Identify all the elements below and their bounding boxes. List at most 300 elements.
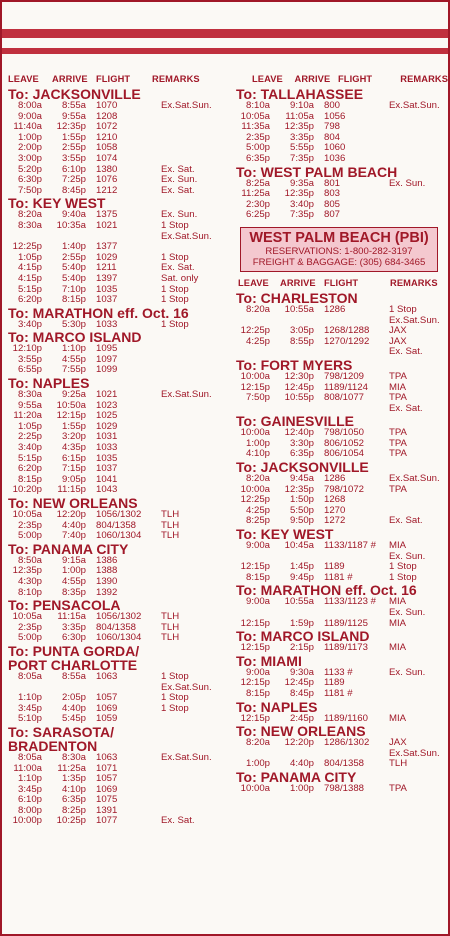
remarks: Ex.Sat.Sun. xyxy=(389,314,440,326)
leave-time: 10:05a xyxy=(240,110,270,122)
schedule-row xyxy=(8,112,238,123)
destination-heading-cont: PORT CHARLOTTE xyxy=(8,656,138,673)
schedule-row xyxy=(8,683,238,694)
leave-time: 7:50p xyxy=(17,184,42,196)
leave-time: 2:35p xyxy=(17,621,42,633)
arrive-time: 3:05p xyxy=(289,325,314,337)
flight-header: FLIGHT xyxy=(324,277,359,288)
remarks: Ex.Sat.Sun. xyxy=(161,389,212,401)
left-column xyxy=(8,74,238,827)
arrive-time: 9:25a xyxy=(61,389,86,401)
flight-number: 1268/1288 xyxy=(324,325,370,337)
destination-heading: To: KEY WEST xyxy=(236,526,334,543)
arrive-time: 5:50p xyxy=(289,504,314,516)
leave-time: 4:30p xyxy=(17,575,42,587)
arrive-time: 10:55a xyxy=(284,596,314,608)
arrive-header: ARRIVE xyxy=(52,74,88,84)
remarks: 1 Stop xyxy=(161,283,189,295)
arrive-time: 6:35p xyxy=(289,448,314,460)
destination-heading: To: NEW ORLEANS xyxy=(236,723,366,740)
arrive-time: 9:40a xyxy=(61,209,86,221)
leave-time: 2:35p xyxy=(245,131,270,143)
arrive-time: 3:35p xyxy=(61,621,86,633)
remarks: 1 Stop xyxy=(161,702,189,714)
destination-heading: To: MARATHON eff. Oct. 16 xyxy=(8,304,189,321)
remarks: Ex.Sat.Sun. xyxy=(389,100,440,111)
destination-section-to-charleston xyxy=(236,291,448,358)
remarks: 1 Stop xyxy=(389,571,417,583)
leave-time: 8:20a xyxy=(245,737,270,749)
flight-number: 1097 xyxy=(96,353,118,365)
remarks: TLH xyxy=(161,621,180,633)
leave-time: 8:20a xyxy=(245,473,270,485)
arrive-time: 10:25p xyxy=(56,815,86,827)
leave-time: 4:15p xyxy=(17,262,42,274)
leave-time: 9:00a xyxy=(245,666,270,678)
flight-number: 1095 xyxy=(96,343,118,355)
schedule-row xyxy=(8,175,238,186)
arrive-time: 10:55a xyxy=(284,303,314,315)
destination-heading: To: SARASOTA/ xyxy=(8,723,115,740)
arrive-time: 12:35p xyxy=(284,188,314,200)
leave-time: 2:30p xyxy=(245,198,270,210)
arrive-time: 7:25p xyxy=(61,174,86,186)
leave-time: 8:00p xyxy=(17,804,42,816)
remarks: TPA xyxy=(389,437,407,449)
schedule-row xyxy=(8,242,238,253)
destination-section-to-miami xyxy=(236,654,448,700)
schedule-row xyxy=(8,816,238,827)
flight-number: 1270/1292 xyxy=(324,335,370,347)
leave-time: 11:40a xyxy=(13,121,42,133)
remarks: Ex. Sun. xyxy=(389,607,426,618)
schedule-row xyxy=(8,806,238,817)
flight-number: 1029 xyxy=(96,251,118,263)
remarks: Ex. Sun. xyxy=(161,174,198,186)
flight-number: 1060/1304 xyxy=(96,530,142,542)
right-column xyxy=(236,74,448,795)
flight-number: 1390 xyxy=(96,575,118,587)
remarks: Ex.Sat.Sun. xyxy=(161,751,212,763)
flight-number: 798/1388 xyxy=(324,782,365,794)
leave-time xyxy=(236,608,270,619)
flight-number: 798/1209 xyxy=(324,370,365,382)
remarks-header: REMARKS xyxy=(152,74,200,84)
arrive-time: 10:50a xyxy=(56,399,86,411)
schedule-row xyxy=(8,411,238,422)
flight-number: 1021 xyxy=(96,389,118,401)
leave-time: 9:00a xyxy=(17,110,42,122)
arrive-time: 8:45p xyxy=(289,687,314,699)
arrive-time: 8:30a xyxy=(61,751,86,763)
leave-time: 8:30a xyxy=(17,389,42,401)
destination-section-to-fort-myers xyxy=(236,358,448,414)
destination-section-to-jacksonville xyxy=(8,87,238,196)
leave-time: 12:15p xyxy=(240,617,270,629)
arrive-time: 9:10a xyxy=(289,100,314,111)
schedule-row xyxy=(8,577,238,588)
arrive-time: 6:15p xyxy=(61,452,86,464)
arrive-time: 7:40p xyxy=(61,530,86,542)
arrive-time: 8:35p xyxy=(61,586,86,598)
leave-time: 2:35p xyxy=(17,519,42,531)
arrive-time: 4:10p xyxy=(61,783,86,795)
leave-time: 6:35p xyxy=(245,152,270,164)
leave-header: LEAVE xyxy=(238,277,269,288)
flight-number: 1060 xyxy=(324,142,346,154)
flight-number: 800 xyxy=(324,100,341,111)
flight-number: 1211 xyxy=(96,262,117,274)
arrive-time: 3:30p xyxy=(289,437,314,449)
destination-heading: To: PANAMA CITY xyxy=(8,540,129,557)
remarks: Ex.Sat.Sun. xyxy=(161,230,212,242)
destination-section-to-new-orleans xyxy=(8,496,238,542)
leave-time: 5:20p xyxy=(17,163,42,175)
arrive-time: 1:50p xyxy=(289,494,314,506)
schedule-row xyxy=(8,774,238,785)
arrive-time: 2:55p xyxy=(61,142,86,154)
destination-section-to-key-west xyxy=(236,527,448,583)
arrive-time: 9:30a xyxy=(289,666,314,678)
remarks: 1 Stop xyxy=(161,219,189,231)
leave-time: 10:00a xyxy=(240,370,270,382)
destination-heading: To: MIAMI xyxy=(236,652,302,669)
remarks: 1 Stop xyxy=(389,303,417,315)
leave-time: 12:10p xyxy=(12,343,42,355)
leave-time: 10:00p xyxy=(12,815,42,827)
leave-header: LEAVE xyxy=(252,74,283,84)
schedule-row xyxy=(8,672,238,683)
leave-time: 10:05a xyxy=(12,509,42,520)
destination-section-to-jacksonville xyxy=(236,460,448,527)
arrive-time: 10:45a xyxy=(284,540,314,552)
arrive-time: 11:15a xyxy=(57,611,86,623)
destination-section-to-marathon-eff-oct-16 xyxy=(236,583,448,629)
destination-section-to-pensacola xyxy=(8,598,238,644)
flight-number: 1033 xyxy=(96,442,118,454)
arrive-time: 9:50p xyxy=(289,515,314,527)
flight-number: 1210 xyxy=(96,131,118,143)
destination-heading: To: NAPLES xyxy=(236,698,318,715)
leave-time: 10:00a xyxy=(240,427,270,439)
flight-number: 1071 xyxy=(96,762,118,774)
flight-number: 1386 xyxy=(96,554,118,566)
remarks: TPA xyxy=(389,483,407,495)
leave-time: 10:20p xyxy=(12,484,42,496)
arrive-time: 7:10p xyxy=(61,283,86,295)
destination-section-to-panama-city xyxy=(8,542,238,598)
leave-time: 12:15p xyxy=(240,381,270,393)
schedule-row xyxy=(8,704,238,715)
flight-number: 1133/1187 # xyxy=(324,540,376,552)
remarks: Ex. Sat. xyxy=(161,262,195,274)
flight-number: 798/1050 xyxy=(324,427,365,439)
arrive-time: 4:55p xyxy=(61,575,86,587)
leave-time: 12:35p xyxy=(12,565,42,577)
destination-heading: To: PENSACOLA xyxy=(8,597,121,614)
arrive-time: 6:35p xyxy=(61,794,86,806)
schedule-row xyxy=(8,510,238,521)
remarks: TPA xyxy=(389,392,407,404)
schedule-row xyxy=(236,101,448,112)
arrive-time: 10:55p xyxy=(284,392,314,404)
leave-time: 8:25a xyxy=(245,177,270,189)
arrive-time: 1:35p xyxy=(61,773,86,785)
leave-time: 6:55p xyxy=(17,364,42,376)
remarks: 1 Stop xyxy=(389,561,417,573)
destination-heading: To: PANAMA CITY xyxy=(236,768,357,785)
flight-number: 1181 # xyxy=(324,687,353,699)
flight-number: 804/1358 xyxy=(324,758,365,770)
arrive-time: 12:35p xyxy=(284,483,314,495)
leave-time: 10:05a xyxy=(12,611,42,623)
leave-time: 1:10p xyxy=(17,773,42,785)
flight-number: 806/1052 xyxy=(324,437,365,449)
schedule-row xyxy=(236,784,448,795)
schedule-row xyxy=(8,253,238,264)
destination-heading: To: FORT MYERS xyxy=(236,356,353,373)
arrive-time: 6:10p xyxy=(61,163,86,175)
destination-heading: To: CHARLESTON xyxy=(236,289,358,306)
destination-heading: To: TALLAHASSEE xyxy=(236,86,364,102)
flight-number: 1189/1173 xyxy=(324,642,368,654)
arrive-time xyxy=(270,608,314,619)
flight-number: 1189/1124 xyxy=(324,381,368,393)
leave-time: 6:20p xyxy=(17,463,42,475)
leave-time: 3:45p xyxy=(17,702,42,714)
arrive-time: 6:30p xyxy=(61,632,86,644)
leave-time: 12:15p xyxy=(240,677,270,689)
flight-number: 804/1358 xyxy=(96,621,137,633)
leave-time: 3:00p xyxy=(17,152,42,164)
flight-number: 1388 xyxy=(96,565,118,577)
remarks: Ex. Sat. xyxy=(161,184,195,196)
arrive-time: 1:55p xyxy=(61,420,86,432)
flight-number: 1286 xyxy=(324,303,346,315)
reservations-line: RESERVATIONS: 1-800-282-3197 xyxy=(265,245,413,257)
leave-time: 6:20p xyxy=(17,294,42,306)
leave-time: 8:15p xyxy=(17,473,42,485)
arrive-time: 5:40p xyxy=(61,272,86,284)
flight-number: 1181 # xyxy=(324,571,353,583)
flight-number: 1133 # xyxy=(324,666,353,678)
leave-time: 8:15p xyxy=(245,687,270,699)
arrive-time: 1:00p xyxy=(289,782,314,794)
remarks: 1 Stop xyxy=(161,294,189,306)
remarks: TLH xyxy=(389,758,408,770)
flight-number: 1391 xyxy=(96,804,118,816)
leave-time: 8:20a xyxy=(245,303,270,315)
destination-heading: To: PUNTA GORDA/ xyxy=(8,642,140,659)
remarks: 1 Stop xyxy=(161,251,189,263)
destination-section-to-marco-island xyxy=(236,629,448,654)
flight-number: 1397 xyxy=(96,272,118,284)
destination-section-to-punta-gorda xyxy=(8,644,238,725)
schedule-row xyxy=(8,263,238,274)
remarks: MIA xyxy=(389,540,407,552)
leave-time: 7:50p xyxy=(245,392,270,404)
flight-number: 1212 xyxy=(96,184,118,196)
leave-time: 1:05p xyxy=(17,251,42,263)
flight-number: 1377 xyxy=(96,241,118,253)
leave-time: 5:00p xyxy=(17,530,42,542)
flight-number: 1037 xyxy=(96,463,118,475)
leave-time: 9:00a xyxy=(245,540,270,552)
schedule-row xyxy=(8,210,238,221)
remarks: Ex. Sat. xyxy=(161,163,195,175)
leave-time: 11:25a xyxy=(241,188,270,200)
leave-time: 3:40p xyxy=(17,318,42,330)
flight-number: 1031 xyxy=(96,431,118,443)
arrive-time: 3:55p xyxy=(61,152,86,164)
leave-time: 12:15p xyxy=(240,642,270,654)
flight-header: FLIGHT xyxy=(338,74,373,84)
arrive-header: ARRIVE xyxy=(294,74,331,84)
destination-section-to-marco-island xyxy=(8,330,238,376)
remarks: MIA xyxy=(389,596,407,608)
remarks: TLH xyxy=(161,509,180,520)
flight-number: 804/1358 xyxy=(96,519,137,531)
arrive-time: 11:15p xyxy=(57,484,86,496)
leave-time: 1:10p xyxy=(17,692,42,704)
leave-time: 9:55a xyxy=(17,399,42,411)
flight-number: 803 xyxy=(324,188,341,200)
flight-number: 1380 xyxy=(96,163,118,175)
remarks: TPA xyxy=(389,782,407,794)
arrive-time: 4:40p xyxy=(289,758,314,770)
remarks: TLH xyxy=(161,611,180,623)
destination-section-to-gainesville xyxy=(236,414,448,460)
remarks: TPA xyxy=(389,427,407,439)
remarks: 1 Stop xyxy=(161,692,189,704)
leave-time: 11:00a xyxy=(13,762,42,774)
destination-heading: To: MARATHON eff. Oct. 16 xyxy=(236,582,417,599)
flight-number: 1272 xyxy=(324,515,346,527)
leave-time: 8:05a xyxy=(17,751,42,763)
leave-time: 9:00a xyxy=(245,596,270,608)
leave-time: 1:00p xyxy=(245,758,270,770)
schedule-row xyxy=(8,390,238,401)
schedule-row xyxy=(8,753,238,764)
leave-time: 8:50a xyxy=(17,554,42,566)
schedule-row xyxy=(8,422,238,433)
arrive-time: 1:40p xyxy=(61,241,86,253)
flight-number: 1069 xyxy=(96,702,118,714)
schedule-row xyxy=(8,475,238,486)
flight-number: 806/1054 xyxy=(324,448,365,460)
arrive-time: 2:15p xyxy=(289,642,314,654)
column-header-wpb xyxy=(236,278,448,288)
arrive-time: 12:35p xyxy=(56,121,86,133)
arrive-time: 12:20p xyxy=(284,737,314,749)
destination-heading: To: MARCO ISLAND xyxy=(8,329,142,346)
flight-number: 1077 xyxy=(96,815,118,827)
arrive-time: 8:15p xyxy=(61,294,86,306)
remarks: JAX xyxy=(389,737,407,749)
schedule-row xyxy=(236,689,448,700)
schedule-row xyxy=(8,454,238,465)
arrive-time: 9:15a xyxy=(61,554,86,566)
leave-time: 4:10p xyxy=(245,448,270,460)
remarks: Ex. Sat. xyxy=(389,515,423,527)
leave-time: 11:35a xyxy=(241,121,270,133)
column-header-left xyxy=(8,74,238,84)
leave-time: 8:30a xyxy=(17,219,42,231)
arrive-time: 5:45p xyxy=(61,713,86,725)
arrive-time: 9:45p xyxy=(289,571,314,583)
remarks: JAX xyxy=(389,335,407,347)
schedule-row xyxy=(8,764,238,775)
flight-number: 1268 xyxy=(324,494,346,506)
leave-time: 2:25p xyxy=(17,431,42,443)
flight-number: 805 xyxy=(324,198,341,210)
schedule-row xyxy=(8,401,238,412)
schedule-row xyxy=(8,165,238,176)
schedule-row xyxy=(8,143,238,154)
leave-time: 12:15p xyxy=(240,561,270,573)
destination-section-to-new-orleans xyxy=(236,724,448,770)
flight-number: 1043 xyxy=(96,484,118,496)
remarks: Ex. Sat. xyxy=(389,346,423,358)
flight-number: 1208 xyxy=(96,110,118,122)
arrive-time: 5:30p xyxy=(61,318,86,330)
arrive-time: 4:40p xyxy=(61,519,86,531)
destination-section-to-key-west xyxy=(8,196,238,305)
arrive-time: 7:55p xyxy=(61,364,86,376)
flight-number: 1036 xyxy=(324,152,346,164)
flight-number: 807 xyxy=(324,209,341,221)
leave-time: 1:00p xyxy=(17,131,42,143)
destination-heading: To: JACKSONVILLE xyxy=(236,459,369,476)
destination-section-to-west-palm-beach xyxy=(236,165,448,221)
flight-number: 1057 xyxy=(96,692,118,704)
leave-time: 12:15p xyxy=(240,712,270,724)
arrive-time: 9:55a xyxy=(61,110,86,122)
remarks: Ex.Sat.Sun. xyxy=(389,747,440,759)
arrive-time: 8:55a xyxy=(61,100,86,111)
leave-time: 5:00p xyxy=(17,632,42,644)
arrive-time: 9:05p xyxy=(61,473,86,485)
remarks: MIA xyxy=(389,617,407,629)
flight-number: 1060/1304 xyxy=(96,632,142,644)
flight-number: 1035 xyxy=(96,283,118,295)
leave-time: 8:05a xyxy=(17,670,42,682)
leave-time: 4:25p xyxy=(245,504,270,516)
flight-number: 804 xyxy=(324,131,341,143)
arrive-time: 1:55p xyxy=(61,131,86,143)
leave-time: 6:10p xyxy=(17,794,42,806)
flight-number: 1035 xyxy=(96,452,118,464)
flight-number: 1056/1302 xyxy=(96,509,142,520)
flight-number: 1025 xyxy=(96,410,118,422)
schedule-row xyxy=(8,232,238,243)
flight-number: 1033 xyxy=(96,318,118,330)
schedule-row xyxy=(8,556,238,567)
arrive-time: 12:45p xyxy=(284,381,314,393)
flight-number: 1133/1123 # xyxy=(324,596,376,608)
column-header-right xyxy=(236,74,448,84)
remarks: Ex. Sun. xyxy=(389,177,426,189)
leave-time: 3:55p xyxy=(17,353,42,365)
schedule-row xyxy=(236,372,448,383)
schedule-row xyxy=(8,274,238,285)
flight-number: 1063 xyxy=(96,670,118,682)
arrive-time: 8:45p xyxy=(61,184,86,196)
schedule-row xyxy=(8,693,238,704)
schedule-row xyxy=(8,795,238,806)
arrive-time: 4:55p xyxy=(61,353,86,365)
flight-number: 1189/1160 xyxy=(324,712,368,724)
